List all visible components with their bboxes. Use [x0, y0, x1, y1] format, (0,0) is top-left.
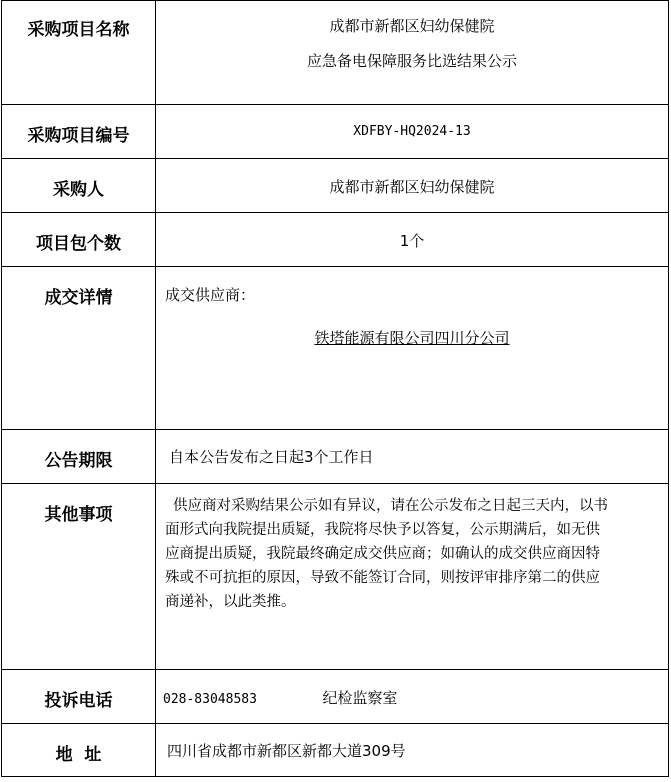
deal-details-label: 成交详情	[44, 288, 113, 308]
label-cell	[2, 1, 156, 105]
address-label: 地 址	[55, 745, 102, 765]
notice-period-value: 自本公告发布之日起3个工作日	[169, 448, 374, 466]
label-cell	[2, 670, 156, 724]
value-cell	[156, 1, 669, 105]
label-cell	[2, 484, 156, 670]
other-matters-text	[165, 494, 668, 614]
project-number-label: 采购项目编号	[27, 126, 130, 146]
other-matters-line: 商递补，以此类推。	[165, 594, 296, 610]
value-cell	[156, 267, 669, 430]
other-matters-line: 殊或不可抗拒的原因，导致不能签订合同，则按评审排序第二的供应	[165, 570, 600, 586]
row-address	[2, 724, 669, 777]
row-project-number	[2, 105, 669, 159]
label-cell	[2, 724, 156, 777]
purchaser-label: 采购人	[53, 180, 104, 200]
project-name-label: 采购项目名称	[27, 20, 130, 40]
other-matters-line: 应商提出质疑，我院最终确定成交供应商；如确认的成交供应商因特	[165, 546, 600, 562]
label-cell	[2, 267, 156, 430]
row-project-name	[2, 1, 669, 105]
value-cell	[156, 105, 669, 159]
other-matters-label: 其他事项	[44, 505, 113, 525]
other-matters-line: 面形式向我院提出质疑，我院将尽快予以答复，公示期满后，如无供	[165, 522, 600, 538]
value-cell	[156, 670, 669, 724]
project-name-line2: 应急备电保障服务比选结果公示	[306, 52, 517, 70]
project-number-value: XDFBY-HQ2024-13	[353, 124, 471, 139]
value-cell	[156, 213, 669, 267]
purchaser-value: 成都市新都区妇幼保健院	[329, 178, 495, 196]
value-cell	[156, 724, 669, 777]
address-value: 四川省成都市新都区新都大道309号	[167, 742, 406, 760]
supplier-name: 铁塔能源有限公司四川分公司	[314, 329, 510, 347]
complaint-phone-number: 028-83048583	[163, 692, 257, 707]
row-notice-period	[2, 430, 669, 484]
supplier-prefix: 成交供应商：	[165, 286, 256, 304]
complaint-phone-label: 投诉电话	[44, 691, 113, 711]
notice-period-label: 公告期限	[44, 451, 113, 471]
value-cell	[156, 159, 669, 213]
other-matters-line: 供应商对采购结果公示如有异议，请在公示发布之日起三天内，以书	[173, 498, 608, 514]
package-count-label: 项目包个数	[36, 234, 121, 254]
row-purchaser	[2, 159, 669, 213]
value-cell	[156, 430, 669, 484]
row-package-count	[2, 213, 669, 267]
label-cell	[2, 159, 156, 213]
row-other-matters	[2, 484, 669, 670]
label-cell	[2, 430, 156, 484]
complaint-department: 纪检监察室	[322, 689, 398, 707]
project-name-line1: 成都市新都区妇幼保健院	[329, 17, 495, 35]
announcement-table	[1, 0, 669, 777]
package-count-value: 1个	[399, 232, 425, 250]
row-deal-details	[2, 267, 669, 430]
label-cell	[2, 213, 156, 267]
row-complaint-phone	[2, 670, 669, 724]
value-cell	[156, 484, 669, 670]
label-cell	[2, 105, 156, 159]
